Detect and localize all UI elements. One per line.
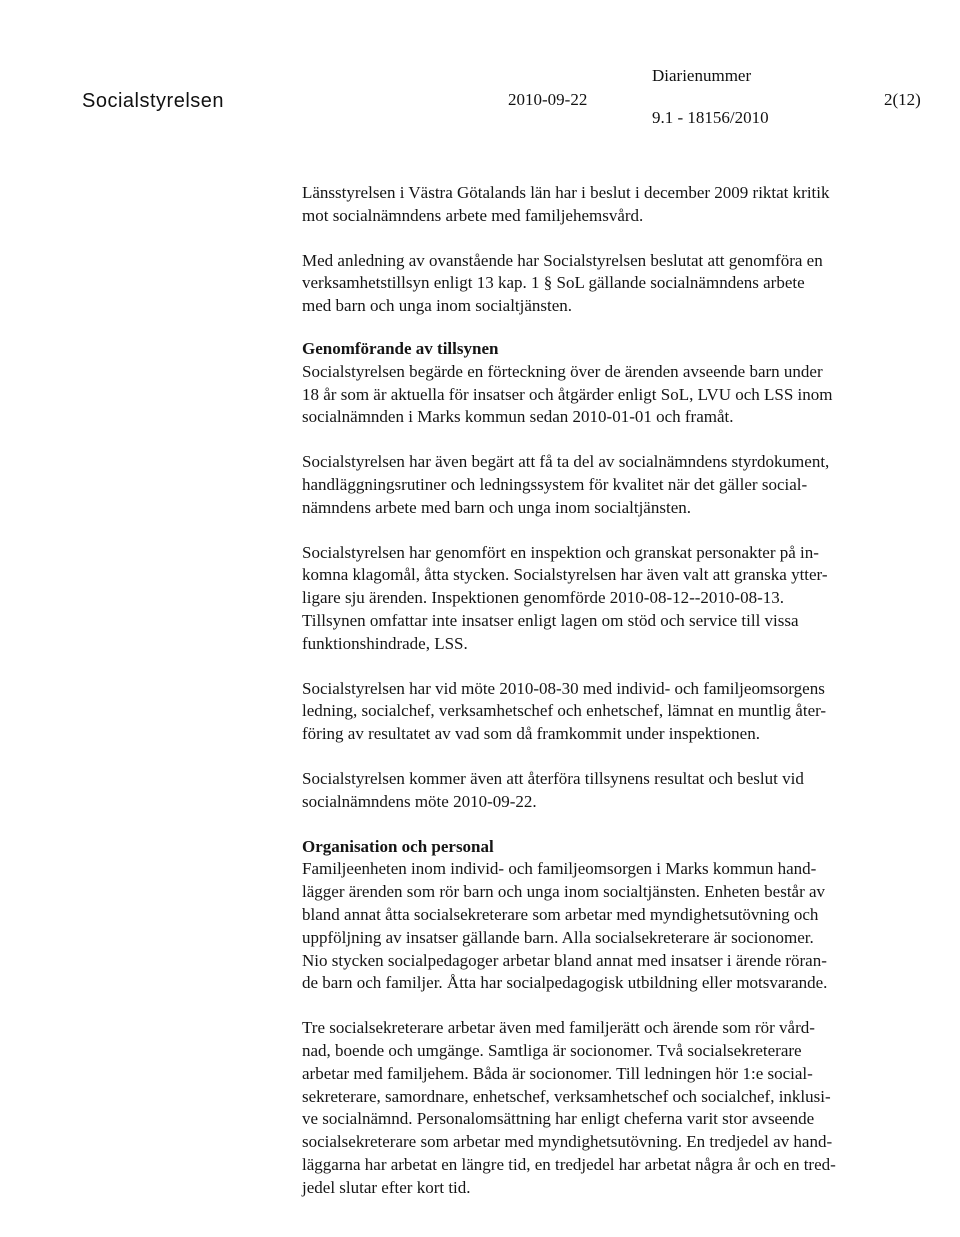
text-line: verksamhetstillsyn enligt 13 kap. 1 § SoL gällande socialnämndens arbete <box>302 273 805 293</box>
text-line: Familjeenheten inom individ- och familjeomsorgen i Marks kommun hand- <box>302 859 817 879</box>
text-line: lägger ärenden som rör barn och unga inom socialtjänsten. Enheten består av <box>302 882 826 902</box>
paragraph-staff <box>302 1017 922 1199</box>
text-line: nad, boende och umgänge. Samtliga är socionomer. Två socialsekreterare <box>302 1040 802 1060</box>
text-line: Tillsynen omfattar inte insatser enligt lagen om stöd och service till vissa <box>302 610 799 630</box>
paragraph-background <box>302 182 922 228</box>
text-line: läggarna har arbetat en längre tid, en tredjedel har arbetat några år och en tred- <box>302 1154 836 1174</box>
text-line: nämndens arbete med barn och unga inom socialtjänsten. <box>302 497 691 517</box>
text-line: 18 år som är aktuella för insatser och åtgärder enligt SoL, LVU och LSS inom <box>302 384 833 404</box>
text-line: socialnämnden i Marks kommun sedan 2010-01-01 och framåt. <box>302 407 734 427</box>
text-line: handläggningsrutiner och ledningssystem för kvalitet när det gäller social- <box>302 474 808 494</box>
text-line: socialsekreterare som arbetar med myndighetsutövning. En tredjedel av hand- <box>302 1132 833 1152</box>
text-line: komna klagomål, åtta stycken. Socialstyrelsen har även valt att granska ytter- <box>302 565 828 585</box>
text-line: Socialstyrelsen har vid möte 2010-08-30 med individ- och familjeomsorgens <box>302 678 825 698</box>
text-line: Länsstyrelsen i Västra Götalands län har i beslut i december 2009 riktat kritik <box>302 183 830 202</box>
text-line: bland annat åtta socialsekreterare som arbetar med myndighetsutövning och <box>302 904 819 924</box>
section-genomforande <box>302 338 922 429</box>
organization-logo: Socialstyrelsen <box>82 90 225 112</box>
text-line: Socialstyrelsen har genomfört en inspektion och granskat personakter på in- <box>302 542 819 562</box>
text-line: arbetar med familjehem. Båda är socionomer. Till ledningen hör 1:e social- <box>302 1063 813 1083</box>
text-line: Socialstyrelsen begärde en förteckning över de ärenden avseende barn under <box>302 361 823 381</box>
text-line: socialnämndens möte 2010-09-22. <box>302 791 537 811</box>
page-number: 2(12) <box>884 90 921 109</box>
text-line: Tre socialsekreterare arbetar även med familjerätt och ärende som rör vård- <box>302 1018 815 1038</box>
text-line: ledning, socialchef, verksamhetschef och enhetschef, lämnat en muntlig åter- <box>302 701 827 721</box>
diarienummer-label: Diarienummer <box>652 66 752 85</box>
text-line: Med anledning av ovanstående har Socialstyrelsen beslutat att genomföra en <box>302 250 823 270</box>
text-line: ligare sju ärenden. Inspektionen genomförde 2010-08-12--2010-08-13. <box>302 588 785 608</box>
section-organisation <box>302 836 922 996</box>
paragraph-meeting <box>302 678 922 746</box>
text-line: sekreterare, samordnare, enhetschef, verksamhetschef och socialchef, inklusi- <box>302 1086 831 1106</box>
text-line: mot socialnämndens arbete med familjehemsvård. <box>302 205 644 225</box>
paragraph-inspection <box>302 542 922 656</box>
text-line: funktionshindrade, LSS. <box>302 633 468 653</box>
text-line: de barn och familjer. Åtta har socialpedagogisk utbildning eller motsvarande. <box>302 973 828 993</box>
text-line: ve socialnämnd. Personalomsättning har enligt cheferna varit stor avseende <box>302 1109 815 1129</box>
text-line: Nio stycken socialpedagoger arbetar bland annat med insatser i ärende röran- <box>302 950 827 970</box>
document-body <box>302 182 922 1221</box>
text-line: Socialstyrelsen kommer även att återföra tillsynens resultat och beslut vid <box>302 768 804 788</box>
section-heading: Organisation och personal <box>302 836 494 856</box>
text-line: med barn och unga inom socialtjänsten. <box>302 296 573 316</box>
diarienummer-value: 9.1 - 18156/2010 <box>652 108 769 127</box>
paragraph-feedback <box>302 768 922 814</box>
paragraph-decision <box>302 250 922 318</box>
paragraph-documents <box>302 451 922 519</box>
text-line: jedel slutar efter kort tid. <box>302 1177 471 1197</box>
section-heading: Genomförande av tillsynen <box>302 338 499 358</box>
text-line: uppföljning av insatser gällande barn. Alla socialsekreterare är socionomer. <box>302 927 814 947</box>
text-line: föring av resultatet av vad som då framkommit under inspektionen. <box>302 724 760 744</box>
document-date: 2010-09-22 <box>508 90 588 109</box>
text-line: Socialstyrelsen har även begärt att få ta del av socialnämndens styrdokument, <box>302 452 830 472</box>
